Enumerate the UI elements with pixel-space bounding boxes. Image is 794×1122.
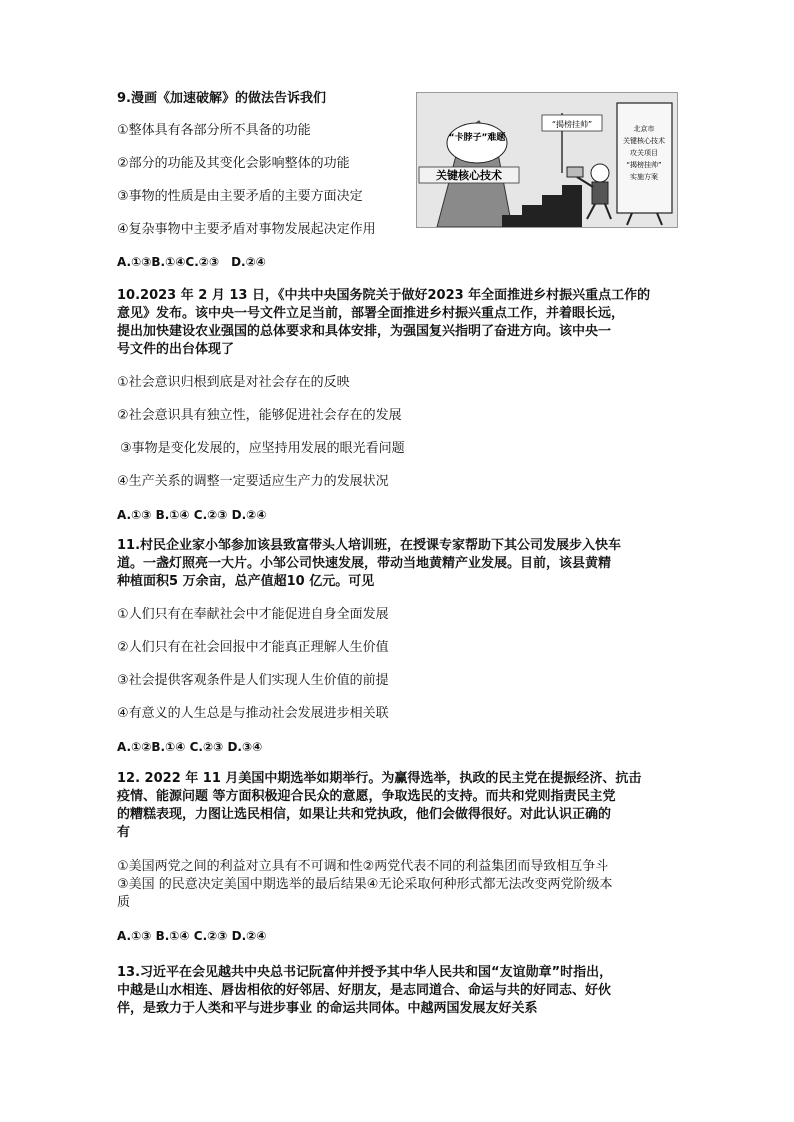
question-9-answer-choices: A.①③B.①④C.②③ D.②④ <box>117 255 266 269</box>
document-line-3: 攻关项目 <box>630 149 658 157</box>
stairs <box>502 185 582 227</box>
question-13-stem-line-3: 伴，是致力于人类和平与进步事业 的命运共同体。中越两国发展友好关系 <box>117 1001 538 1016</box>
flag-label: “揭榜挂帅” <box>551 120 593 129</box>
question-12 <box>117 770 692 945</box>
question-9-option-4: ④复杂事物中主要矛盾对事物发展起决定作用 <box>117 222 376 237</box>
question-10-stem-line-1: 10.2023 年 2 月 13 日，《中共中央国务院关于做好2023 年全面推进乡村振兴重点工作的 <box>117 288 651 303</box>
question-11-option-3: ③社会提供客观条件是人们实现人生价值的前提 <box>117 673 389 688</box>
hammer-icon <box>567 167 583 177</box>
question-10-stem-line-3: 提出加快建设农业强国的总体要求和具体安排，为强国复兴指明了奋进方向。该中央一 <box>117 324 612 339</box>
steps-label: 关键核心技术 <box>436 169 502 182</box>
question-13 <box>117 964 692 1018</box>
person-body <box>592 182 608 204</box>
person-head <box>591 164 609 182</box>
bubble-text: “卡脖子”难题 <box>448 133 506 143</box>
document-line-2: 关键核心技术 <box>623 137 665 145</box>
question-11-stem-line-1: 11.村民企业家小邹参加该县致富带头人培训班，在授课专家帮助下其公司发展步入快车 <box>117 538 622 553</box>
cartoon-illustration <box>416 92 678 228</box>
question-9-option-2: ②部分的功能及其变化会影响整体的功能 <box>117 156 350 171</box>
document-line-4: “揭榜挂帅” <box>626 161 662 169</box>
question-12-stem-line-2: 疫情、能源问题 等方面积极迎合民众的意愿，争取选民的支持。而共和党则指责民主党 <box>117 789 616 804</box>
question-10-option-2: ②社会意识具有独立性，能够促进社会存在的发展 <box>117 408 402 423</box>
document-leg-right <box>657 213 662 225</box>
question-10 <box>117 287 692 524</box>
document-line-5: 实施方案 <box>630 173 658 181</box>
question-13-stem-line-2: 中越是山水相连、唇齿相依的好邻居、好朋友，是志同道合、命运与共的好同志、好伙 <box>117 983 612 998</box>
document-leg-left <box>627 213 632 225</box>
speech-bubble <box>447 123 507 163</box>
question-9-option-3: ③事物的性质是由主要矛盾的主要方面决定 <box>117 189 363 204</box>
question-12-stem-line-4: 有 <box>117 825 131 840</box>
question-12-option-line-1: ①美国两党之间的利益对立具有不可调和性②两党代表不同的利益集团而导致相互争斗 <box>117 859 609 874</box>
question-12-option-line-3: 质 <box>117 895 131 910</box>
question-10-stem-line-4: 号文件的出台体现了 <box>117 342 235 357</box>
question-11-answer-choices: A.①②B.①④ C.②③ D.③④ <box>117 740 263 754</box>
question-11-stem-line-2: 道。一盏灯照亮一大片。小邹公司快速发展，带动当地黄精产业发展。目前，该县黄精 <box>117 556 612 571</box>
person-leg-left <box>587 204 595 219</box>
question-11-option-4: ④有意义的人生总是与推动社会发展进步相关联 <box>117 706 389 721</box>
question-10-option-1: ①社会意识归根到底是对社会存在的反映 <box>117 375 350 390</box>
question-10-answer-choices: A.①③ B.①④ C.②③ D.②④ <box>117 508 267 522</box>
question-11-stem-line-3: 种植面积5 万余亩，总产值超10 亿元。可见 <box>117 574 375 589</box>
question-12-stem-line-3: 的糟糕表现，力图让选民相信，如果让共和党执政，他们会做得很好。对此认识正确的 <box>117 807 612 822</box>
person-leg-right <box>605 204 611 219</box>
question-9-option-1: ①整体具有各部分所不具备的功能 <box>117 123 311 138</box>
question-11 <box>117 537 692 756</box>
question-11-option-2: ②人们只有在社会回报中才能真正理解人生价值 <box>117 640 389 655</box>
question-9-stem: 9.漫画《加速破解》的做法告诉我们 <box>117 91 326 106</box>
question-10-option-4: ④生产关系的调整一定要适应生产力的发展状况 <box>117 474 389 489</box>
question-10-stem-line-2: 意见》发布。该中央一号文件立足当前，部署全面推进乡村振兴重点工作，并着眼长远， <box>117 306 625 321</box>
question-12-option-line-2: ③美国 的民意决定美国中期选举的最后结果④无论采取何种形式都无法改变两党阶级本 <box>117 877 613 892</box>
question-9 <box>117 90 417 271</box>
question-11-option-1: ①人们只有在奉献社会中才能促进自身全面发展 <box>117 607 389 622</box>
question-13-stem-line-1: 13.习近平在会见越共中央总书记阮富仲并授予其中华人民共和国“友谊勋章”时指出， <box>117 965 613 980</box>
question-10-option-3: ③事物是变化发展的，应坚持用发展的眼光看问题 <box>120 441 405 456</box>
document-character <box>617 103 672 213</box>
question-12-stem-line-1: 12. 2022 年 11 月美国中期选举如期举行。为赢得选举，执政的民主党在提振经济、抗击 <box>117 771 642 786</box>
document-line-1: 北京市 <box>633 125 655 133</box>
question-12-answer-choices: A.①③ B.①④ C.②③ D.②④ <box>117 929 267 943</box>
